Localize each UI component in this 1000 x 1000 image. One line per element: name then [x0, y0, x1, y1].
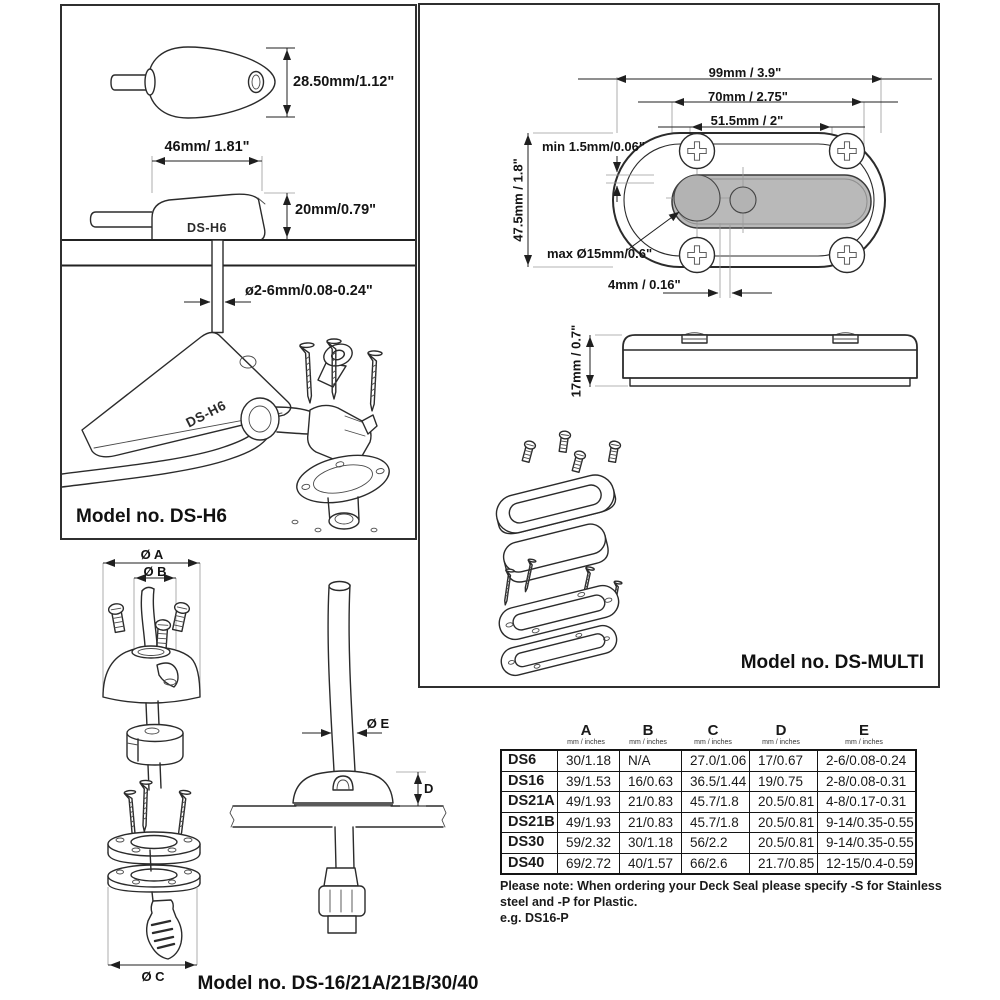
model-label-ds-multi: Model no. DS-MULTI	[740, 652, 924, 673]
table-cell: 12-15/0.4-0.59	[817, 853, 915, 874]
ds-h6-exploded-view	[62, 333, 394, 532]
dim-overall-height: 47.5mm / 1.8"	[510, 158, 526, 242]
col-letter: B	[642, 722, 654, 739]
dim-height-side: 20mm/0.79"	[295, 202, 377, 218]
table-cell: 27.0/1.06	[681, 751, 749, 771]
table-cell: 9-14/0.35-0.55	[817, 812, 915, 833]
phillips-screw-icon	[830, 238, 865, 273]
table-col-header	[555, 723, 617, 747]
table-cell: 2-8/0.08-0.31	[817, 771, 915, 792]
table-cell: 2-6/0.08-0.24	[817, 751, 915, 771]
table-col-header	[617, 723, 679, 747]
socket-screw	[318, 341, 355, 387]
dim-b-label: Ø B	[143, 564, 167, 579]
ds-series-installed-view	[230, 582, 446, 934]
product-label-exploded: DS-H6	[183, 397, 229, 431]
table-cell: 20.5/0.81	[749, 812, 817, 833]
col-unit: mm / inches	[762, 739, 800, 746]
dim-e-label: Ø E	[366, 716, 390, 731]
dim-hole-spacing: 51.5mm / 2"	[710, 113, 784, 128]
table-cell: 30/1.18	[619, 832, 681, 853]
col-unit: mm / inches	[694, 739, 732, 746]
phillips-screw-icon	[680, 134, 715, 169]
spec-table-header	[500, 723, 917, 747]
table-cell: 45.7/1.8	[681, 812, 749, 833]
ds-multi-drawing	[420, 5, 938, 686]
table-row-model: DS21B	[502, 812, 557, 833]
ds-h6-top-view	[111, 47, 295, 118]
elbow-fitting	[241, 398, 394, 532]
phillips-screw-icon	[830, 134, 865, 169]
ds-series-exploded-view	[103, 563, 200, 965]
table-col-header	[747, 723, 815, 747]
col-letter: A	[580, 722, 592, 739]
product-label-side: DS-H6	[187, 221, 228, 235]
ds-series-region	[60, 545, 490, 1000]
table-cell: 69/2.72	[557, 853, 619, 874]
table-row-model: DS16	[502, 771, 557, 792]
table-cell: 19/0.75	[749, 771, 817, 792]
col-letter: E	[858, 722, 869, 739]
col-unit: mm / inches	[567, 739, 605, 746]
col-letter: D	[775, 722, 787, 739]
flange-gasket	[108, 865, 200, 892]
dim-thickness: 17mm / 0.7"	[568, 324, 584, 398]
ds-series-drawing	[60, 545, 490, 1000]
table-cell: 36.5/1.44	[681, 771, 749, 792]
table-cell: 20.5/0.81	[749, 791, 817, 812]
table-cell: 66/2.6	[681, 853, 749, 874]
cable-gland	[319, 868, 365, 933]
table-cell: 9-14/0.35-0.55	[817, 832, 915, 853]
table-cell: 39/1.53	[557, 771, 619, 792]
dim-slot-length: 70mm / 2.75"	[708, 89, 788, 104]
col-unit: mm / inches	[629, 739, 667, 746]
spec-table-grid	[500, 749, 917, 875]
table-cell: 59/2.32	[557, 832, 619, 853]
table-row-model: DS21A	[502, 791, 557, 812]
spec-table	[500, 723, 917, 875]
col-letter: C	[707, 722, 719, 739]
table-cell: 30/1.18	[557, 751, 619, 771]
table-cell: 4-8/0.17-0.31	[817, 791, 915, 812]
ds-multi-top-view	[528, 77, 932, 298]
phillips-screw-icon	[680, 238, 715, 273]
table-cell: 20.5/0.81	[749, 832, 817, 853]
dim-gap: 4mm / 0.16"	[608, 277, 681, 292]
ds-multi-exploded-view	[492, 430, 622, 678]
table-cell: 17/0.67	[749, 751, 817, 771]
table-cell: 56/2.2	[681, 832, 749, 853]
ds-h6-panel	[60, 4, 417, 540]
ordering-note	[500, 878, 950, 926]
table-cell: 45.7/1.8	[681, 791, 749, 812]
dim-cable-diameter: ø2-6mm/0.08-0.24"	[245, 283, 373, 299]
dim-overall-width: 99mm / 3.9"	[708, 65, 782, 80]
deck-gasket	[294, 803, 393, 807]
dim-max-cable: max Ø15mm/0.6"	[547, 246, 653, 261]
flange-top	[108, 832, 200, 864]
table-cell: 49/1.93	[557, 812, 619, 833]
table-cell: 21.7/0.85	[749, 853, 817, 874]
model-label-ds-series: Model no. DS-16/21A/21B/30/40	[197, 973, 479, 994]
cable-connector	[147, 900, 182, 959]
table-cell: 49/1.93	[557, 791, 619, 812]
ds-multi-side-view	[590, 333, 917, 387]
dim-width: 46mm/ 1.81"	[164, 139, 250, 155]
ordering-note-line1: Please note: When ordering your Deck Seal please specify -S for Stainless steel and -P for Plastic.	[500, 879, 942, 909]
model-label-ds-h6: Model no. DS-H6	[76, 506, 227, 527]
table-cell: 21/0.83	[619, 791, 681, 812]
table-cell: 40/1.57	[619, 853, 681, 874]
dim-d-label: D	[424, 781, 434, 796]
table-row-model: DS6	[508, 752, 537, 768]
col-unit: mm / inches	[845, 739, 883, 746]
ordering-note-line2: e.g. DS16-P	[500, 911, 569, 925]
dim-c-label: Ø C	[141, 969, 165, 984]
table-row-model: DS30	[502, 832, 557, 853]
table-cell: 21/0.83	[619, 812, 681, 833]
table-cell: 16/0.63	[619, 771, 681, 792]
table-col-header	[679, 723, 747, 747]
table-col-header	[815, 723, 913, 747]
dim-height-top: 28.50mm/1.12"	[293, 74, 395, 90]
dim-a-label: Ø A	[140, 547, 164, 562]
ds-multi-panel	[418, 3, 940, 688]
table-row-model: DS40	[502, 853, 557, 874]
table-col-header-blank	[500, 723, 555, 747]
table-cell: N/A	[619, 751, 681, 771]
dim-min-wall: min 1.5mm/0.06"	[542, 139, 645, 154]
